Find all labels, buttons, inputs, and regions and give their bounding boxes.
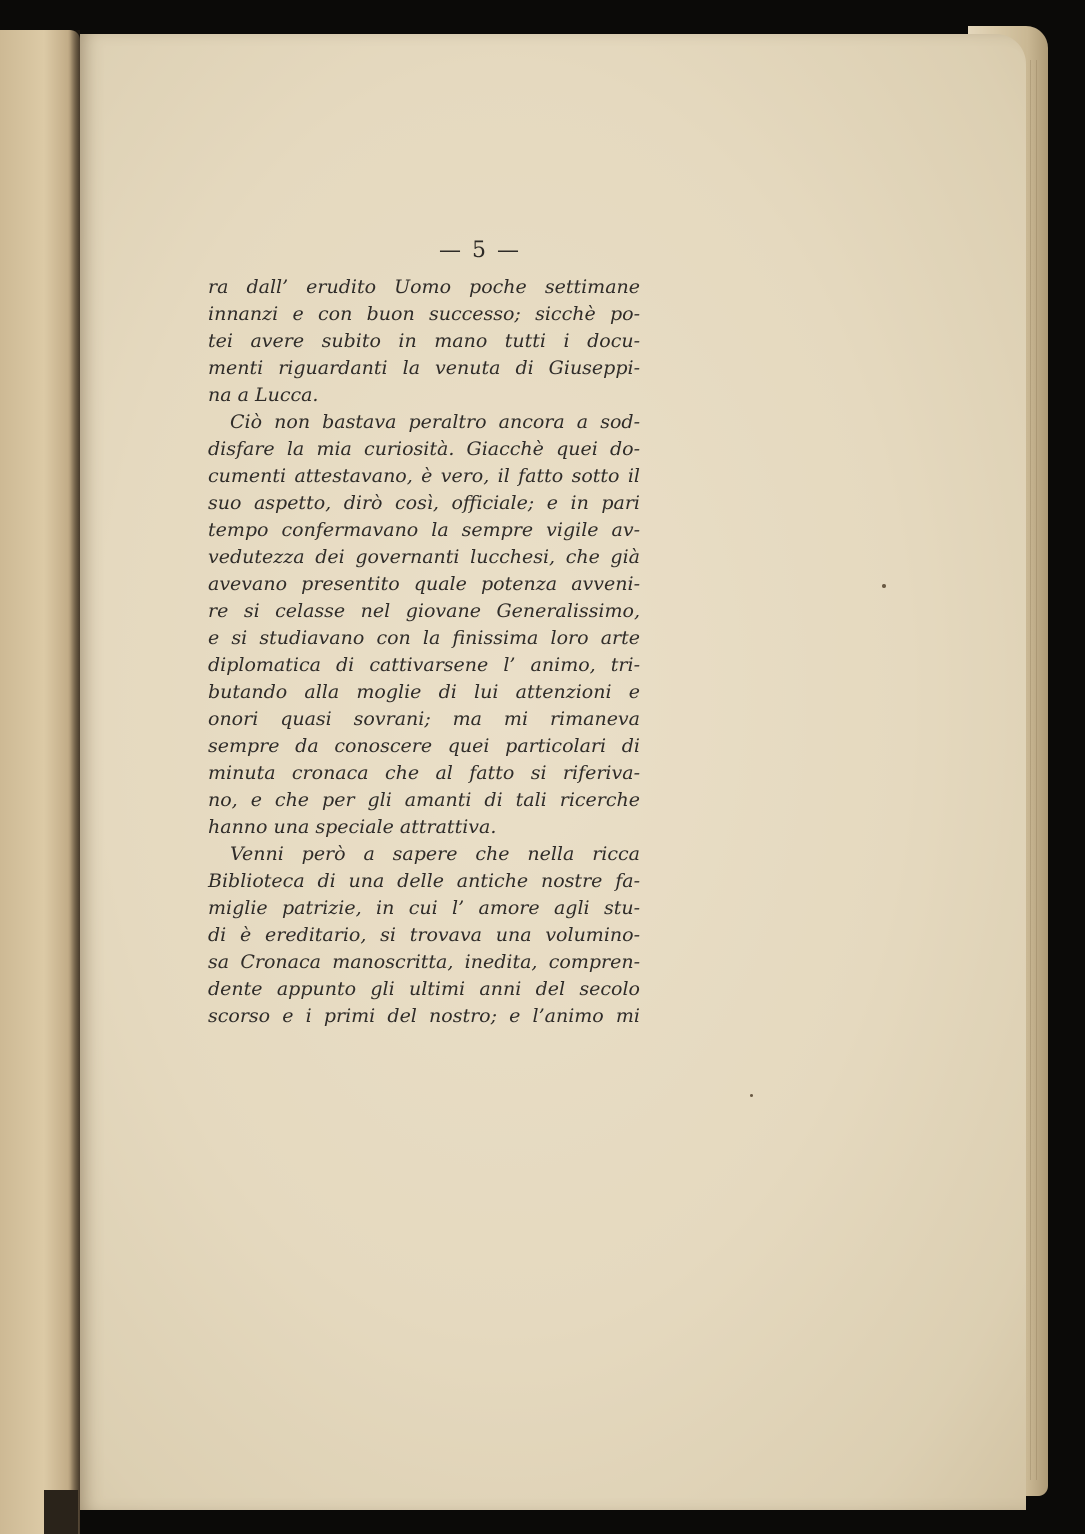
text-line: avevano presentito quale potenza avveni- <box>208 573 640 595</box>
paper-speck <box>882 584 886 588</box>
text-line: Biblioteca di una delle antiche nostre fa- <box>208 870 640 892</box>
text-line: diplomatica di cattivarsene l’ animo, tri- <box>208 654 640 676</box>
text-line: scorso e i primi del nostro; e l’animo mi <box>208 1005 640 1027</box>
text-line: cumenti attestavano, è vero, il fatto sotto il <box>208 465 640 487</box>
body-text <box>208 274 640 1030</box>
text-line: suo aspetto, dirò così, officiale; e in pari <box>208 492 640 514</box>
text-line: no, e che per gli amanti di tali ricerche <box>208 789 640 811</box>
text-line: na a Lucca. <box>208 384 319 406</box>
page-number: — 5 — <box>439 238 521 263</box>
text-line: ra dall’ erudito Uomo poche settimane <box>208 276 640 298</box>
text-line: disfare la mia curiosità. Giacchè quei do- <box>208 438 640 460</box>
text-line: dente appunto gli ultimi anni del secolo <box>208 978 640 1000</box>
text-line: minuta cronaca che al fatto si riferiva- <box>208 762 640 784</box>
text-line: butando alla moglie di lui attenzioni e <box>208 681 640 703</box>
book-page <box>80 34 1026 1510</box>
text-line: miglie patrizie, in cui l’ amore agli stu- <box>208 897 640 919</box>
text-line: di è ereditario, si trovava una volumino- <box>208 924 640 946</box>
text-line: re si celasse nel giovane Generalissimo, <box>208 600 640 622</box>
text-line: e si studiavano con la finissima loro arte <box>208 627 640 649</box>
text-line: Venni però a sapere che nella ricca <box>230 843 640 865</box>
text-line: Ciò non bastava peraltro ancora a sod- <box>230 411 640 433</box>
text-line: tempo confermavano la sempre vigile av- <box>208 519 640 541</box>
text-line: tei avere subito in mano tutti i docu- <box>208 330 640 352</box>
text-line: innanzi e con buon successo; sicchè po- <box>208 303 640 325</box>
text-line: menti riguardanti la venuta di Giuseppi- <box>208 357 640 379</box>
paper-speck <box>750 1094 753 1097</box>
text-line: sa Cronaca manoscritta, inedita, compren- <box>208 951 640 973</box>
text-line: vedutezza dei governanti lucchesi, che già <box>208 546 640 568</box>
binding-shadow <box>44 1490 78 1534</box>
text-line: hanno una speciale attrattiva. <box>208 816 497 838</box>
left-page-edge <box>0 30 80 1534</box>
text-line: onori quasi sovrani; ma mi rimaneva <box>208 708 640 730</box>
text-line: sempre da conoscere quei particolari di <box>208 735 640 757</box>
